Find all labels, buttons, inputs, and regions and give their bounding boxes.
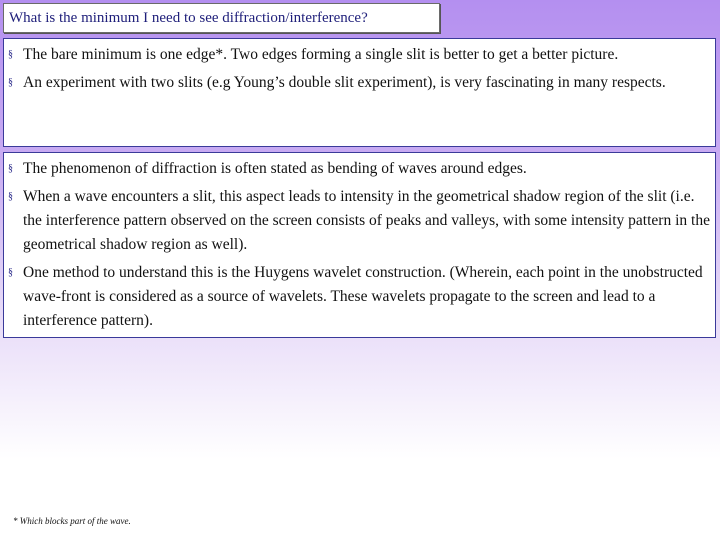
bullet-text: An experiment with two slits (e.g Young’s double slit experiment), is very fascinating in many respects. xyxy=(23,74,666,91)
explanation-text-box xyxy=(3,152,716,338)
intro-text-box xyxy=(3,38,716,147)
bullet-item xyxy=(4,43,711,67)
bullet-text: One method to understand this is the Huygens wavelet construction. (Wherein, each point in the unobstructed wave-front is considered as a source of wavelets. These wavelets propagate to the screen and lead to a interference pattern). xyxy=(23,264,703,329)
bullet-icon: § xyxy=(8,49,13,60)
bullet-item xyxy=(4,185,711,257)
bullet-text: When a wave encounters a slit, this aspect leads to intensity in the geometrical shadow region of the slit (i.e. the interference pattern observed on the screen consists of peaks and valleys, with some intensity pattern in the geometrical shadow region as well). xyxy=(23,188,710,253)
bullet-item xyxy=(4,71,711,95)
bullet-item xyxy=(4,261,711,333)
intro-bullet-list xyxy=(4,43,711,95)
bullet-icon: § xyxy=(8,191,13,202)
bullet-icon: § xyxy=(8,267,13,278)
bullet-text: The phenomenon of diffraction is often stated as bending of waves around edges. xyxy=(23,160,527,177)
bullet-icon: § xyxy=(8,77,13,88)
explanation-bullet-list xyxy=(4,157,711,333)
bullet-item xyxy=(4,157,711,181)
bullet-icon: § xyxy=(8,163,13,174)
bullet-text: The bare minimum is one edge*. Two edges forming a single slit is better to get a better picture. xyxy=(23,46,619,63)
slide-title: What is the minimum I need to see diffraction/interference? xyxy=(3,3,440,33)
footnote: * Which blocks part of the wave. xyxy=(13,516,131,526)
